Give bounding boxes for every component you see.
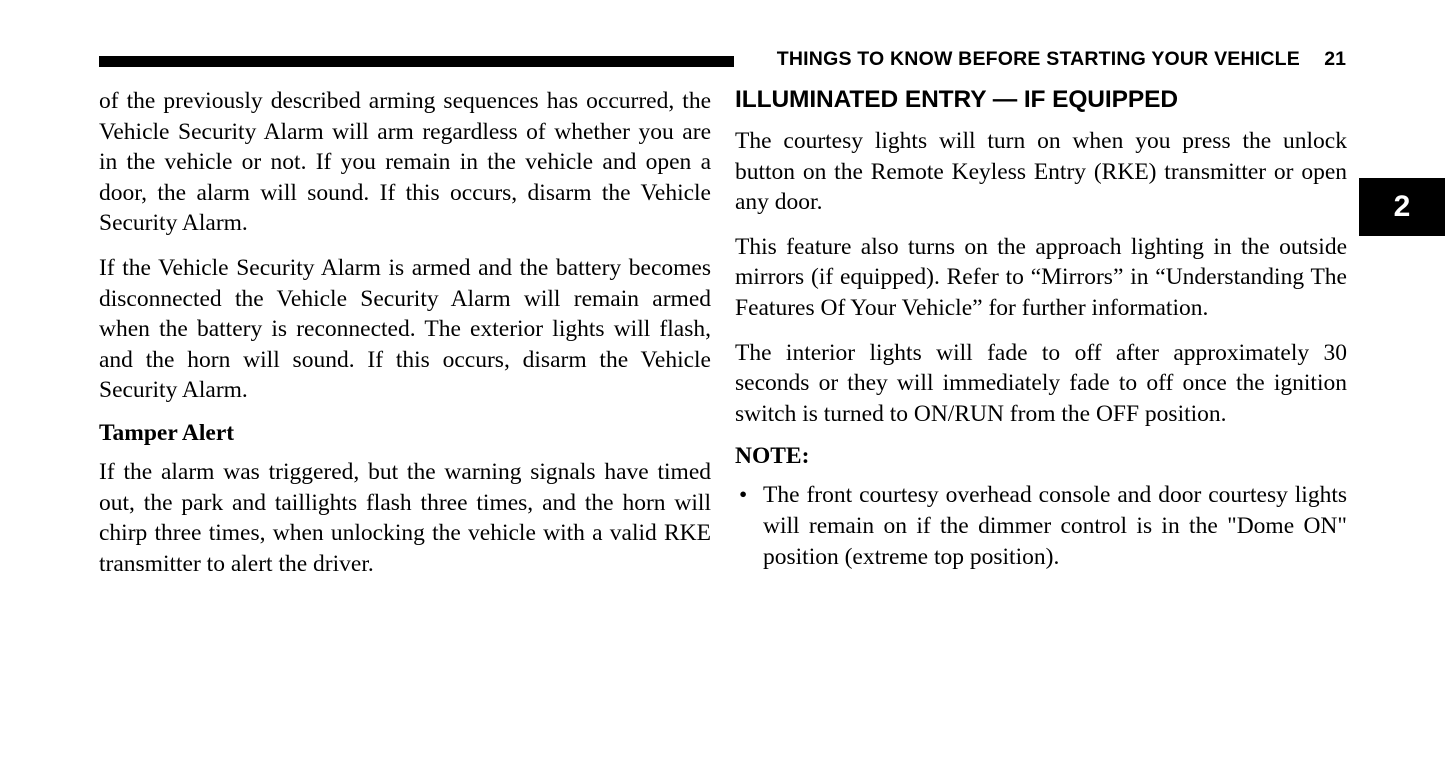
paragraph: If the alarm was triggered, but the warning signals have timed out, the park and taillights flash three times, and the horn will chirp three times, when unlocking the vehicle with a valid RKE transmitter to alert the driver. [99, 458, 711, 577]
subheading-tamper-alert: Tamper Alert [99, 419, 235, 446]
bullet-icon: • [739, 482, 748, 509]
paragraph: This feature also turns on the approach lighting in the outside mirrors (if equipped). Refer to “Mirrors” in “Understanding The Features Of Your Vehicle” for further information. [735, 233, 1347, 321]
heading-illuminated-entry: ILLUMINATED ENTRY — IF EQUIPPED [735, 86, 1178, 113]
list-item-text: The front courtesy overhead console and door courtesy lights will remain on if the dimmer control is in the "Dome ON" position (extreme top position). [763, 482, 1347, 570]
header-rule [99, 56, 734, 67]
right-column [735, 86, 1347, 582]
paragraph: If the Vehicle Security Alarm is armed and the battery becomes disconnected the Vehicle Security Alarm will remain armed when the battery is reconnected. The exterior lights will flash, and the horn will sound. If this occurs, disarm the Vehicle Security Alarm. [99, 254, 711, 404]
note-label: NOTE: [735, 443, 810, 470]
header-title: THINGS TO KNOW BEFORE STARTING YOUR VEHICLE [776, 48, 1300, 70]
paragraph: The courtesy lights will turn on when you press the unlock button on the Remote Keyless Entry (RKE) transmitter or open any door. [735, 128, 1347, 216]
section-tab-label: 2 [1393, 190, 1411, 223]
header-page-number: 21 [1324, 48, 1346, 70]
note-list [735, 480, 1347, 572]
page-header [99, 48, 1346, 76]
paragraph: The interior lights will fade to off after approximately 30 seconds or they will immediately fade to off once the ignition switch is turned to ON/RUN from the OFF position. [735, 339, 1347, 427]
left-column [99, 86, 711, 579]
paragraph: of the previously described arming sequences has occurred, the Vehicle Security Alarm will arm regardless of whether you are in the vehicle or not. If you remain in the vehicle and open a door, the alarm will sound. If this occurs, disarm the Vehicle Security Alarm. [99, 88, 711, 237]
section-tab [1359, 178, 1445, 236]
list-item [735, 480, 1347, 572]
